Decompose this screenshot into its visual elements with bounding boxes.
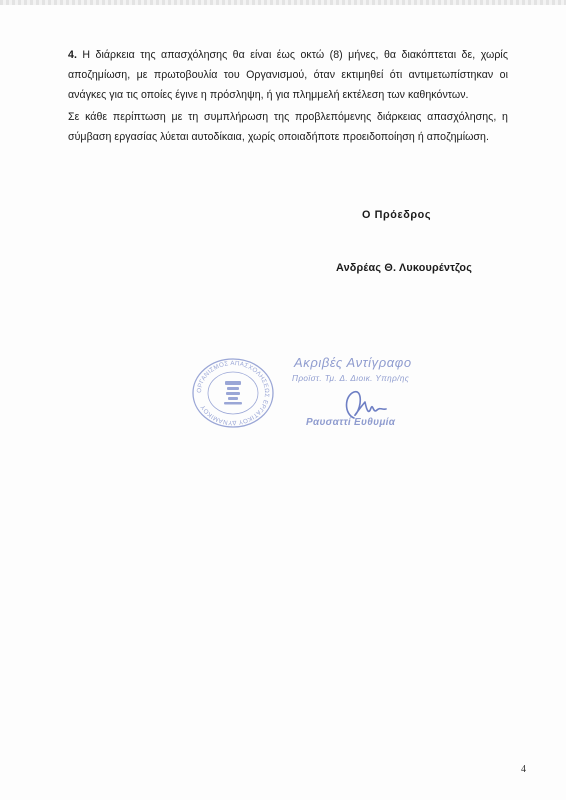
paragraph-duration [68, 45, 508, 105]
paragraph-termination [68, 107, 508, 147]
stamp-certified-copy: Ακριβές Αντίγραφο [294, 355, 412, 370]
handwritten-signature [340, 388, 388, 422]
scan-edge [0, 0, 566, 5]
page-number: 4 [521, 764, 526, 775]
stamp-official-name: Ραυσαττί Ευθυμία [306, 417, 396, 428]
paragraph-number: 4. [68, 49, 77, 61]
paragraph-text: Η διάρκεια της απασχόλησης θα είναι έως οκτώ (8) μήνες, θα διακόπτεται δε, χωρίς αποζημίωση, με πρωτοβουλία του Οργανισμού, όταν εκτιμηθεί ότι αντιμετωπίστηκαν οι ανάγκες για τις οποίες έγινε η πρόσληψη, ή για πλημμελή εκτέλεση των καθηκόντων. [68, 49, 508, 101]
signatory-name: Ανδρέας Θ. Λυκουρέντζος [336, 262, 473, 274]
seal-text: ΟΡΓΑΝΙΣΜΟΣ ΑΠΑΣΧΟΛΗΣΕΩΣ ΕΡΓΑΤΙΚΟΥ ΔΥΝΑΜΙΚΟΥ [195, 359, 271, 427]
official-seal [190, 356, 276, 430]
signatory-title: Ο Πρόεδρος [362, 209, 432, 221]
document-body [68, 45, 508, 147]
paragraph-text: Σε κάθε περίπτωση με τη συμπλήρωση της προβλεπόμενης διάρκειας απασχόλησης, η σύμβαση εργασίας λύεται αυτοδίκαια, χωρίς οποιαδήποτε προειδοποίηση ή αποζημίωση. [68, 111, 508, 143]
seal-emblem [224, 381, 242, 405]
stamp-department: Προϊστ. Τμ. Δ. Διοικ. Υπηρ/ης [292, 374, 410, 383]
